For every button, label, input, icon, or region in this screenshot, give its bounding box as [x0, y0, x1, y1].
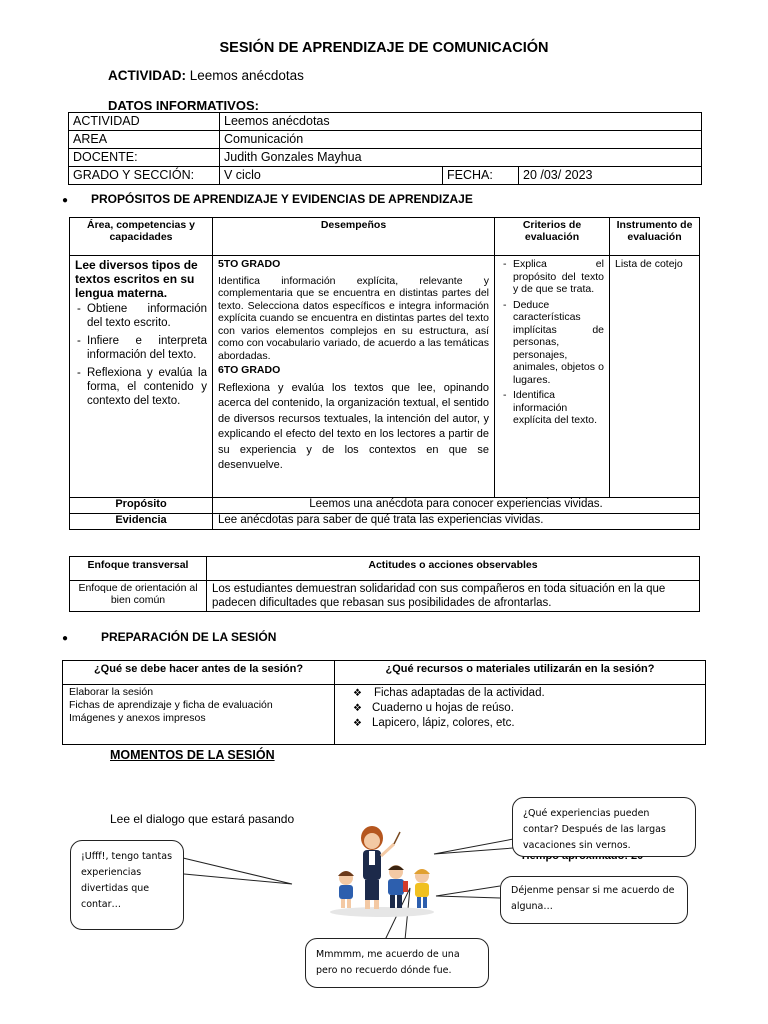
bullet-icon: ● — [62, 195, 69, 206]
list-item: Elaborar la sesión — [69, 686, 154, 698]
page-title: SESIÓN DE APRENDIZAJE DE COMUNICACIÓN — [219, 40, 549, 56]
list-item: - Explica el propósito del texto y de que se trata. — [513, 258, 604, 296]
datos-key: ACTIVIDAD — [69, 113, 220, 131]
datos-value: Judith Gonzales Mayhua — [220, 149, 702, 167]
datos-key: AREA — [69, 131, 220, 149]
header-actitudes: Actitudes o acciones observables — [207, 557, 700, 581]
list-item: Imágenes y anexos impresos — [69, 712, 206, 724]
datos-heading: DATOS INFORMATIVOS: — [108, 98, 259, 113]
header-recursos: ¿Qué recursos o materiales utilizarán en la sesión? — [335, 661, 706, 685]
lee-dialogo-text: Lee el dialogo que estará pasando — [110, 812, 295, 826]
list-item: ❖ Lapicero, lápiz, colores, etc. — [353, 717, 515, 729]
header-instrumento: Instrumento de evaluación — [610, 218, 700, 256]
list-item: Fichas de aprendizaje y ficha de evaluación — [69, 699, 273, 711]
header-area: Área, competencias y capacidades — [70, 218, 213, 256]
header-desempenos: Desempeños — [213, 218, 495, 256]
instrumento-cell: Lista de cotejo — [610, 256, 700, 498]
diamond-bullet-icon: ❖ — [353, 703, 362, 714]
momentos-heading: MOMENTOS DE LA SESIÓN — [110, 748, 275, 762]
desempeno-6-text: Reflexiona y evalúa los textos que lee, opinando acerca del contenido, la organización textual, el sentido de diversos recursos textuales, la intención del autor, y explicando el efecto del texto en los lectores a partir de su experiencia y de los contextos en que se desenvuelve. — [218, 381, 489, 471]
header-antes: ¿Qué se debe hacer antes de la sesión? — [63, 661, 335, 685]
datos-key: GRADO Y SECCIÓN: — [69, 167, 220, 185]
speech-bubble-4: Mmmmm, me acuerdo de una pero no recuerdo dónde fue. — [305, 938, 489, 988]
datos-value: Comunicación — [220, 131, 702, 149]
proposito-text: Leemos una anécdota para conocer experiencias vividas. — [213, 498, 700, 514]
actividad-value: Leemos anécdotas — [189, 68, 304, 83]
diamond-bullet-icon: ❖ — [353, 718, 362, 729]
grado-5-label: 5TO GRADO — [218, 258, 281, 270]
datos-value: Leemos anécdotas — [220, 113, 702, 131]
datos-key: FECHA: — [443, 167, 519, 185]
list-item: - Identifica información explícita del texto. — [513, 389, 604, 427]
list-item: ❖ Cuaderno u hojas de reúso. — [353, 702, 514, 714]
list-item: - Obtiene información del texto escrito. — [87, 302, 207, 330]
evidencia-text: Lee anécdotas para saber de qué trata las experiencias vividas. — [213, 514, 700, 530]
grado-6-label: 6TO GRADO — [218, 364, 281, 376]
datos-value: 20 /03/ 2023 — [519, 167, 702, 185]
preparacion-heading: PREPARACIÓN DE LA SESIÓN — [101, 630, 277, 644]
proposito-label: Propósito — [70, 498, 213, 514]
actitud-text: Los estudiantes demuestran solidaridad con sus compañeros en toda situación en la que padecen dificultades que rebasan sus posibilidades de afrontarlas. — [207, 581, 700, 612]
speech-bubble-1: ¡Ufff!, tengo tantas experiencias divertidas que contar… — [70, 840, 184, 930]
list-item: - Reflexiona y evalúa la forma, el contenido y contexto del texto. — [87, 366, 207, 408]
enfoque-text: Enfoque de orientación al bien común — [70, 581, 207, 612]
datos-value: V ciclo — [220, 167, 443, 185]
bullet-icon: ● — [62, 633, 69, 644]
diamond-bullet-icon: ❖ — [353, 688, 362, 699]
datos-key: DOCENTE: — [69, 149, 220, 167]
header-enfoque: Enfoque transversal — [70, 557, 207, 581]
teacher-children-illustration — [326, 822, 438, 918]
propositos-heading: PROPÓSITOS DE APRENDIZAJE Y EVIDENCIAS DE APRENDIZAJE — [91, 192, 473, 206]
speech-bubble-2: ¿Qué experiencias pueden contar? Después de las largas vacaciones sin vernos. — [512, 797, 696, 857]
list-item: - Deduce características implícitas de personas, personajes, animales, objetos o lugares. — [513, 299, 604, 387]
speech-bubble-3: Déjenme pensar si me acuerdo de alguna… — [500, 876, 688, 924]
evidencia-label: Evidencia — [70, 514, 213, 530]
actividad-label: ACTIVIDAD: — [108, 68, 186, 83]
list-item: - Infiere e interpreta información del texto. — [87, 334, 207, 362]
header-criterios: Criterios de evaluación — [495, 218, 610, 256]
list-item: ❖ Fichas adaptadas de la actividad. — [353, 687, 545, 699]
competencia-text: Lee diversos tipos de textos escritos en su lengua materna. — [75, 258, 198, 300]
desempeno-5-text: Identifica información explícita, relevante y complementaria que se encuentra en distintas partes del texto. Selecciona datos específicos e integra información explícita cuando se encuentra en distintas partes del texto con varios elementos complejos en su estructura, así como con vocabulario variado, de acuerdo a las temáticas abordadas. — [218, 274, 489, 362]
